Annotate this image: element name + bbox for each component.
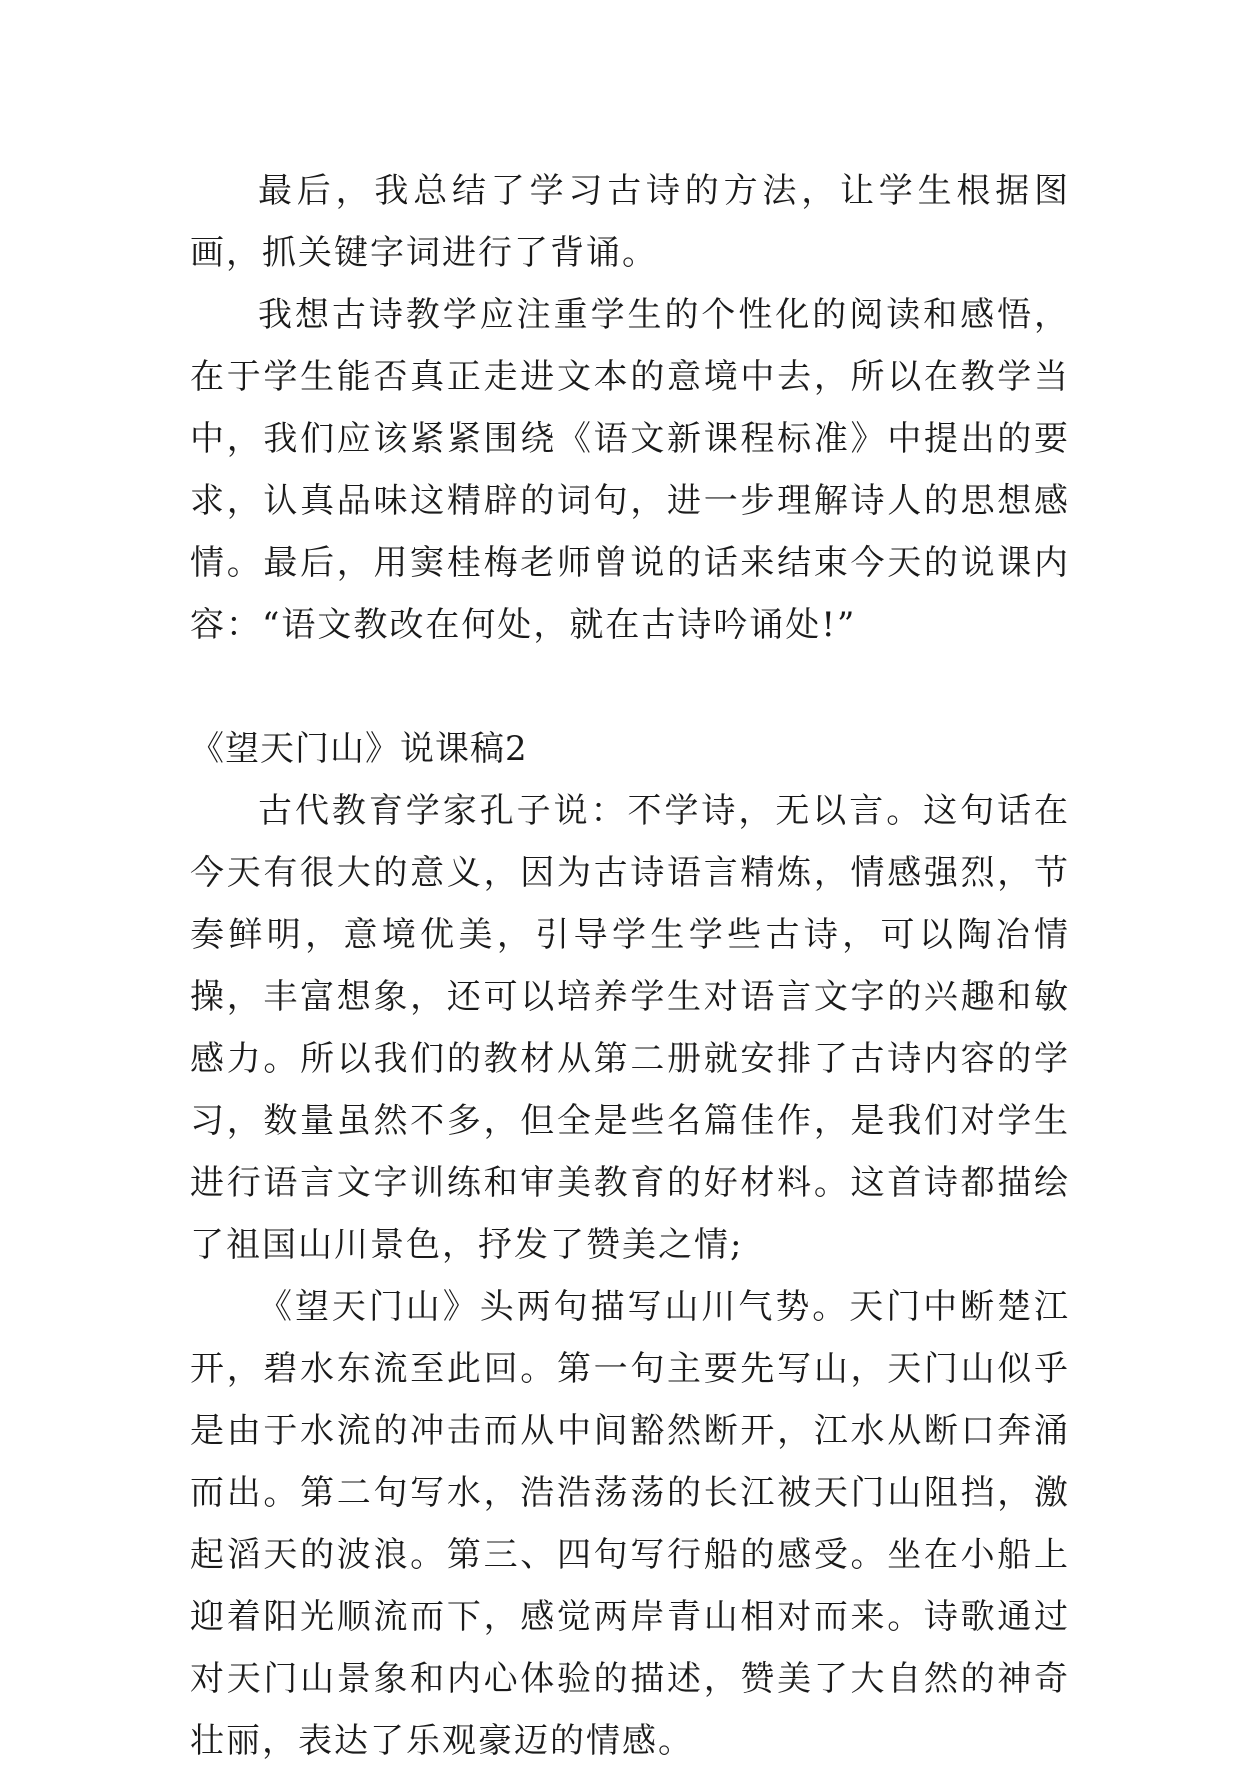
paragraph-confucius: 古代教育学家孔子说：不学诗，无以言。这句话在今天有很大的意义，因为古诗语言精炼，情感强烈，节奏鲜明，意境优美，引导学生学些古诗，可以陶冶情操，丰富想象，还可以培养学生对语言文字的兴趣和敏感力。所以我们的教材从第二册就安排了古诗内容的学习，数量虽然不多，但全是些名篇佳作，是我们对学生进行语言文字训练和审美教育的好材料。这首诗都描绘了祖国山川景色，抒发了赞美之情; [190,791,1070,1265]
document-body [190,160,1070,1772]
paragraph-poem-analysis: 《望天门山》头两句描写山川气势。天门中断楚江开，碧水东流至此回。第一句主要先写山，天门山似乎是由于水流的冲击而从中间豁然断开，江水从断口奔涌而出。第二句写水，浩浩荡荡的长江被天门山阻挡，激起滔天的波浪。第三、四句写行船的感受。坐在小船上迎着阳光顺流而下，感觉两岸青山相对而来。诗歌通过对天门山景象和内心体验的描述，赞美了大自然的神奇壮丽，表达了乐观豪迈的情感。 [190,1287,1070,1761]
section-title: 《望天门山》说课稿2 [190,729,528,769]
paragraph-summary: 最后，我总结了学习古诗的方法，让学生根据图画，抓关键字词进行了背诵。 [190,171,1070,273]
paragraph-reflection: 我想古诗教学应注重学生的个性化的阅读和感悟，在于学生能否真正走进文本的意境中去，所以在教学当中，我们应该紧紧围绕《语文新课程标准》中提出的要求，认真品味这精辟的词句，进一步理解诗人的思想感情。最后，用窦桂梅老师曾说的话来结束今天的说课内容：“语文教改在何处，就在古诗吟诵处!” [190,295,1070,645]
section-gap [190,656,1070,718]
